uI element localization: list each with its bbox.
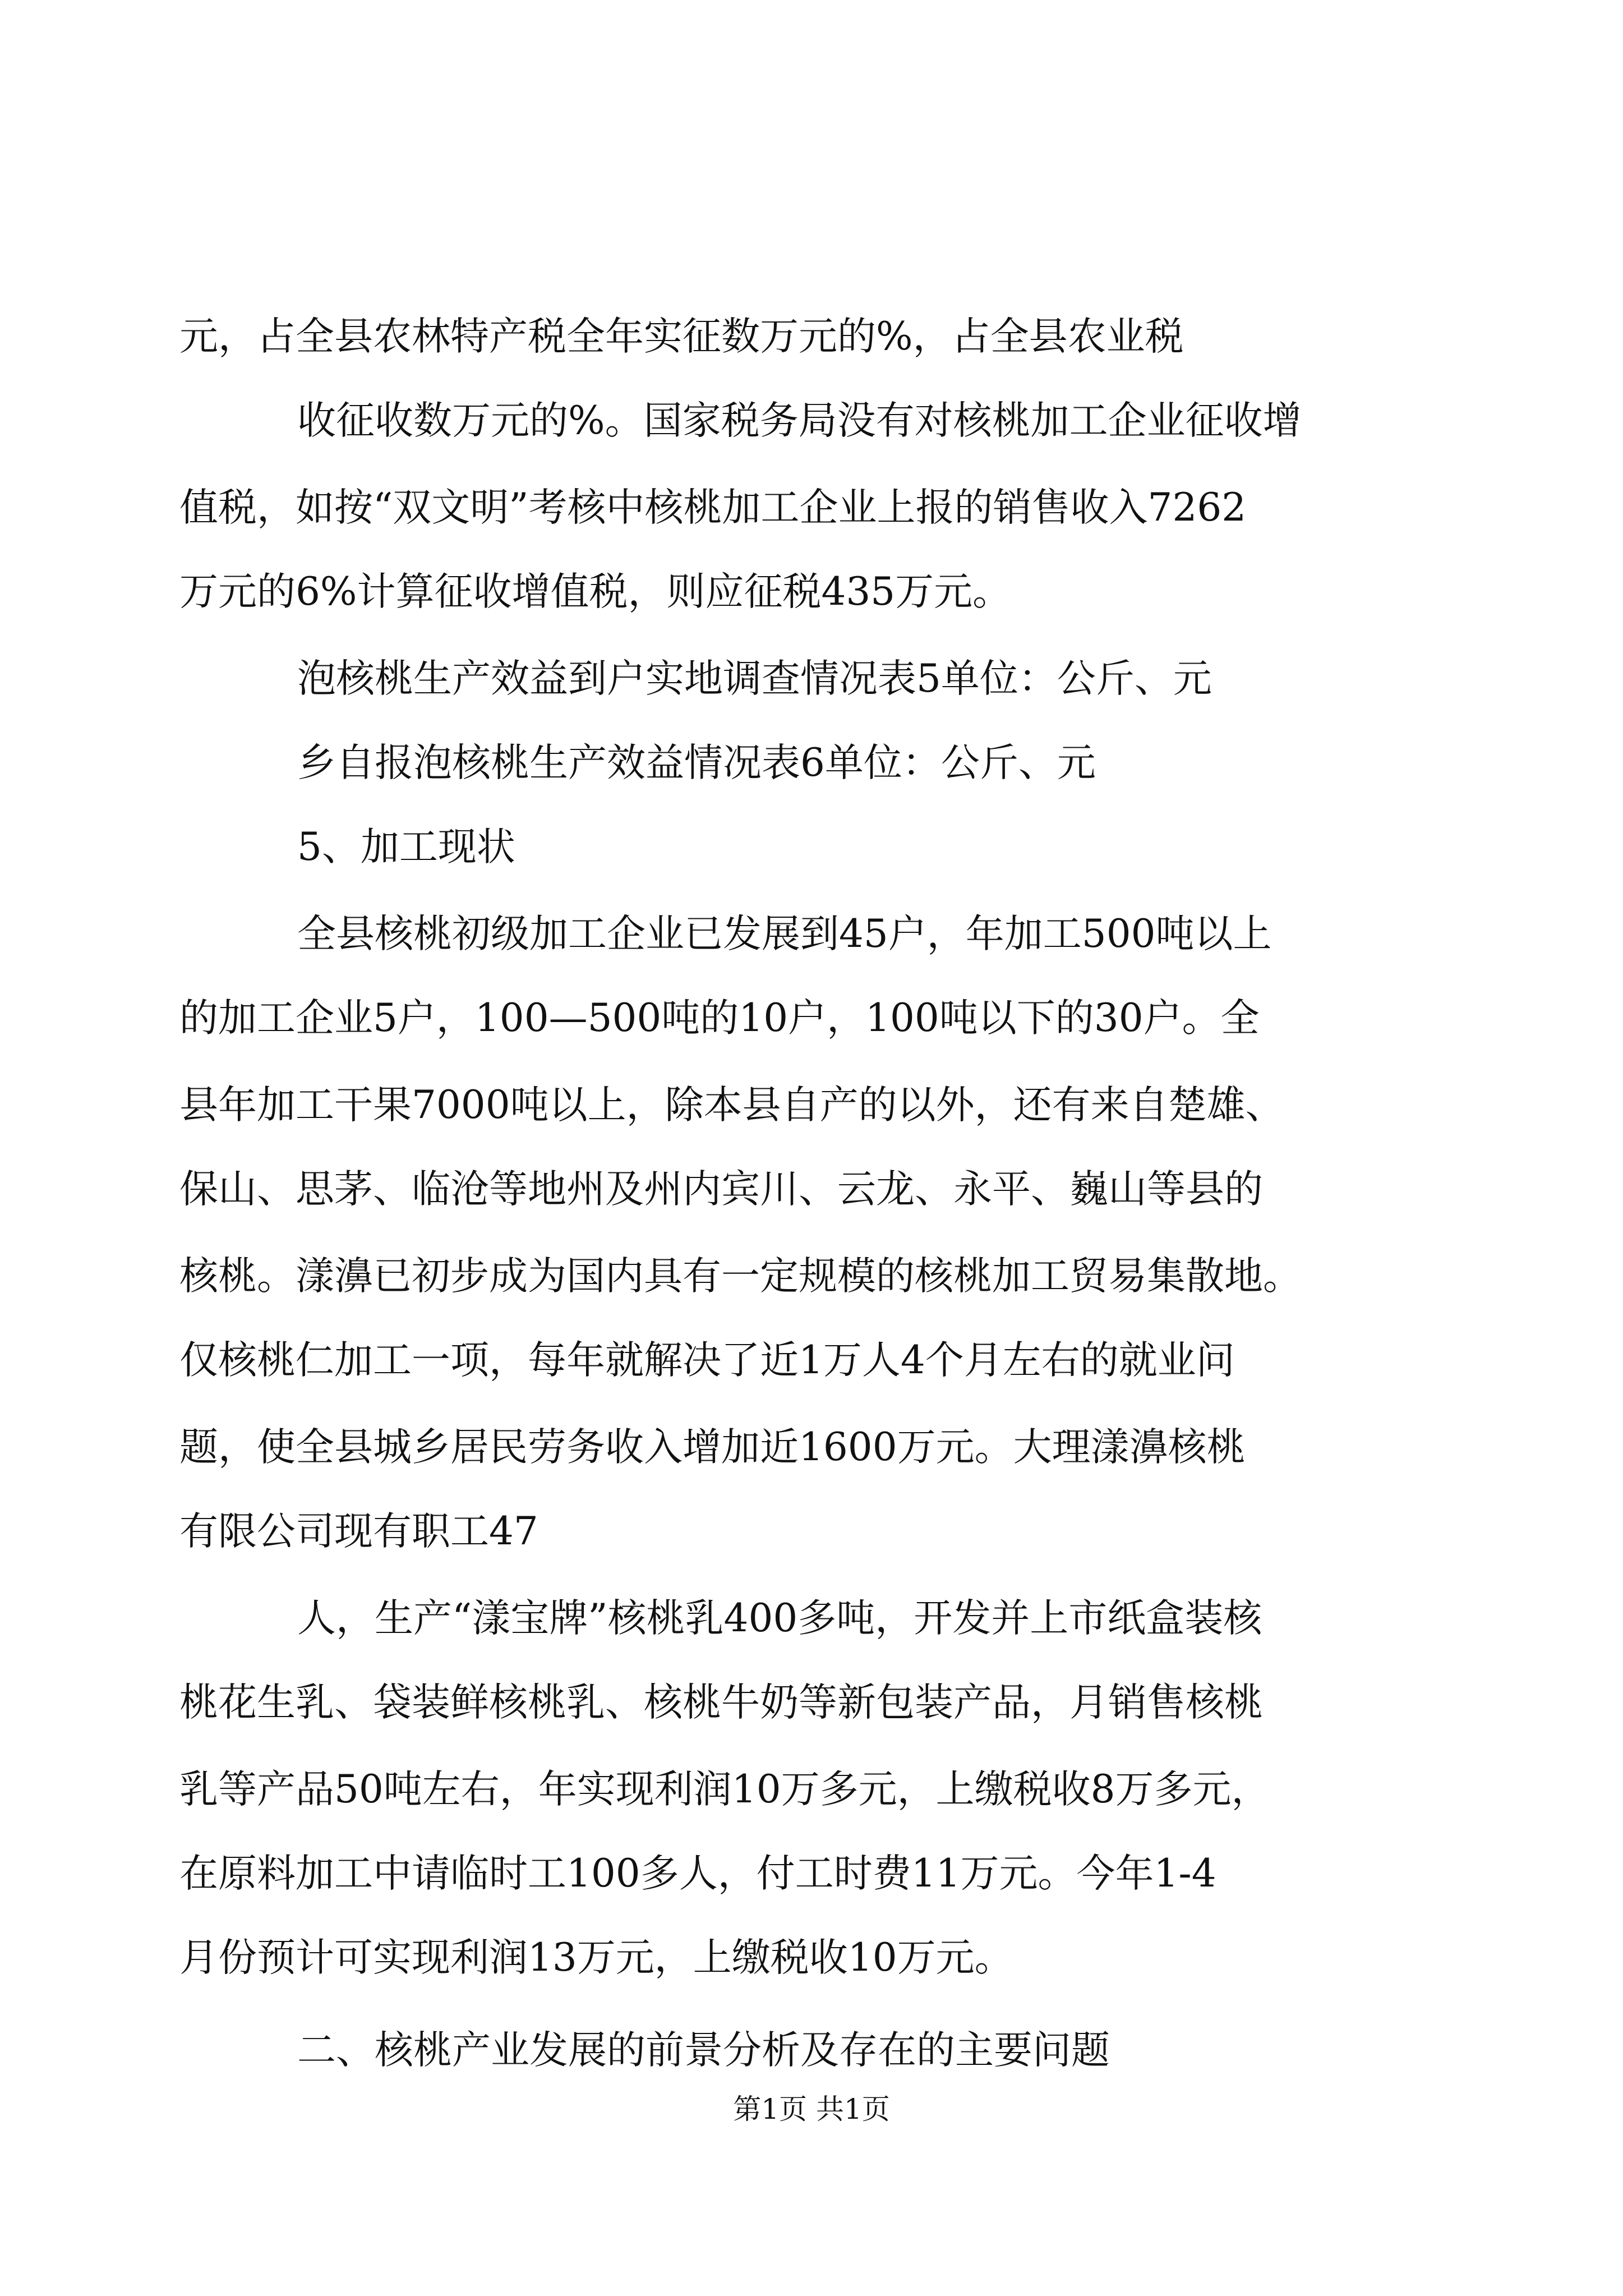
text-line-17: 桃花生乳、袋装鲜核桃乳、核桃牛奶等新包装产品，月销售核桃 xyxy=(179,1680,1263,1725)
text-line-12: 核桃。漾濞已初步成为国内具有一定规模的核桃加工贸易集散地。 xyxy=(179,1254,1302,1299)
text-line-15: 有限公司现有职工47 xyxy=(179,1509,538,1554)
text-line-20: 月份预计可实现利润13万元，上缴税收10万元。 xyxy=(179,1935,1013,1980)
text-line-18: 乳等产品50吨左右，年实现利润10万多元，上缴税收8万多元， xyxy=(179,1767,1270,1812)
page-footer: 第1页 共1页 xyxy=(733,2093,890,2125)
section-heading-processing: 5、加工现状 xyxy=(297,825,515,869)
text-line-11: 保山、思茅、临沧等地州及州内宾川、云龙、永平、巍山等县的 xyxy=(179,1167,1263,1212)
text-line-9: 的加工企业5户，100—500吨的10户，100吨以下的30户。全 xyxy=(179,996,1260,1041)
text-line-5: 泡核桃生产效益到户实地调查情况表5单位：公斤、元 xyxy=(297,656,1212,701)
text-line-4: 万元的6%计算征收增值税，则应征税435万元。 xyxy=(179,569,1012,614)
text-line-8: 全县核桃初级加工企业已发展到45户，年加工500吨以上 xyxy=(297,912,1272,956)
text-line-19: 在原料加工中请临时工100多人，付工时费11万元。今年1-4 xyxy=(179,1851,1216,1896)
text-line-10: 县年加工干果7000吨以上，除本县自产的以外，还有来自楚雄、 xyxy=(179,1083,1284,1128)
section-heading-prospects: 二、核桃产业发展的前景分析及存在的主要问题 xyxy=(297,2028,1110,2073)
text-line-3: 值税，如按“双文明”考核中核桃加工企业上报的销售收入7262 xyxy=(179,485,1247,530)
text-line-2: 收征收数万元的%。国家税务局没有对核桃加工企业征收增 xyxy=(297,398,1302,443)
text-line-14: 题，使全县城乡居民劳务收入增加近1600万元。大理漾濞核桃 xyxy=(179,1425,1246,1470)
text-line-13: 仅核桃仁加工一项，每年就解决了近1万人4个月左右的就业问 xyxy=(179,1338,1235,1383)
text-line-1: 元，占全县农林特产税全年实征数万元的%，占全县农业税 xyxy=(179,314,1184,359)
text-line-16: 人，生产“漾宝牌”核桃乳400多吨，开发并上市纸盒装核 xyxy=(297,1596,1262,1641)
text-line-6: 乡自报泡核桃生产效益情况表6单位：公斤、元 xyxy=(297,740,1096,785)
